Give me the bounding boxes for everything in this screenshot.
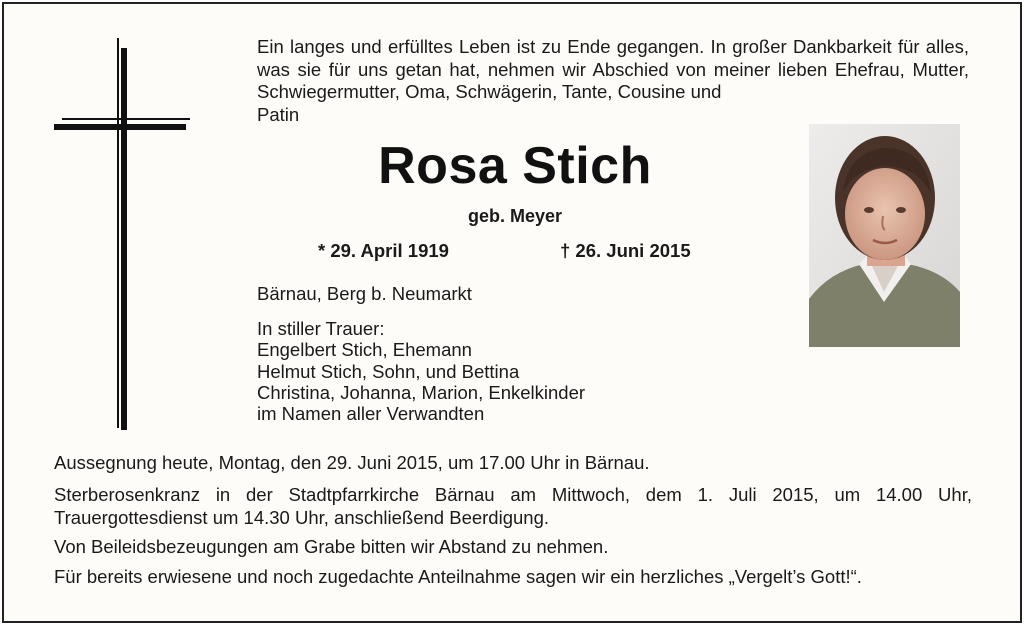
notice-rosary-and-service: Sterberosenkranz in der Stadtpfarrkirche Bärnau am Mittwoch, dem 1. Juli 2015, um 14.00 Uhr, Trauergottesdienst um 14.30 Uhr, anschließend Beerdigung.	[54, 484, 972, 528]
intro-text: Ein langes und erfülltes Leben ist zu Ende gegangen. In großer Dankbarkeit für alles, was sie für uns getan hat, nehmen wir Abschied von meiner lieben Ehefrau, Mutter, Schwiegermutter, Oma, Schwägerin, Tante, Cousine und	[257, 36, 969, 102]
mourner-line: Engelbert Stich, Ehemann	[257, 339, 472, 361]
birth-name: geb. Meyer	[467, 206, 563, 226]
mourner-line: Christina, Johanna, Marion, Enkelkinder	[257, 381, 586, 403]
deceased-name: Rosa Stich	[378, 137, 652, 195]
portrait-photo	[809, 124, 960, 347]
notice-funeral-blessing: Aussegnung heute, Montag, den 29. Juni 2015, um 17.00 Uhr in Bärnau.	[54, 452, 650, 473]
mourners-list	[257, 318, 585, 424]
mourners-heading: In stiller Trauer:	[257, 318, 385, 339]
notice-thanks: Für bereits erwiesene und noch zugedachte Anteilnahme sagen wir ein herzliches „Vergelt’s Gott!“.	[54, 566, 862, 587]
notice-condolences: Von Beileidsbezeugungen am Grabe bitten wir Abstand zu nehmen.	[54, 536, 609, 557]
mourner-line: im Namen aller Verwandten	[257, 403, 485, 425]
portrait-illustration	[809, 124, 960, 347]
death-date: † 26. Juni 2015	[560, 240, 691, 261]
intro-text-last-line: Patin	[257, 104, 300, 125]
mourner-line: Helmut Stich, Sohn, und Bettina	[257, 360, 520, 382]
residence-location: Bärnau, Berg b. Neumarkt	[257, 283, 472, 304]
birth-date: * 29. April 1919	[318, 240, 449, 261]
